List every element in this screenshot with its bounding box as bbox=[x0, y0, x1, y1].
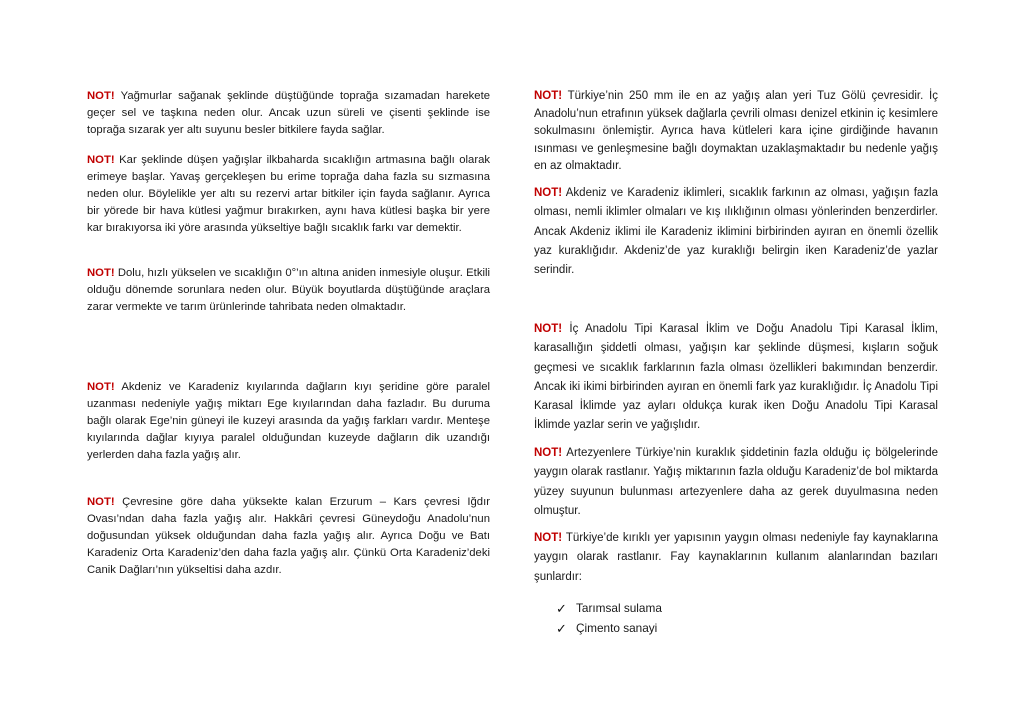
note-text: Türkiye’nin 250 mm ile en az yağış alan yeri Tuz Gölü çevresidir. İç Anadolu’nun etrafının yüksek dağlarla çevrili olması denizel etkinin iç kesimlere sokulmasını önlemiştir. Ayrıca hava kütleleri kara içine girdiğinde havanın ısınması ve genleşmesine bağlı doymaktan uzaklaşmaktadır bu nedenle yağış en az olmaktadır. bbox=[534, 90, 938, 172]
list-item bbox=[556, 619, 662, 639]
note-paragraph bbox=[534, 444, 938, 521]
note-text: Kar şeklinde düşen yağışlar ilkbaharda sıcaklığın artmasına bağlı olarak erimeye başlar. Yavaş gerçekleşen bu erime toprağa daha fazla su sızmasına neden olur. Böylelikle yer altı su rezervi artar bitkiler için fayda sağlanır. Ayrıca bir yörede bir hava kütlesi yağmur bırakırken, aynı hava kütlesi başka bir yere kar bırakıyorsa iki yöre arasında yükseltiye bağlı sıcaklık farkı var demektir. bbox=[87, 154, 491, 234]
note-paragraph bbox=[534, 184, 938, 280]
note-text: İç Anadolu Tipi Karasal İklim ve Doğu Anadolu Tipi Karasal İklim, karasallığın şiddetli olması, yağışın kar şeklinde düşmesi, kışların soğuk geçmesi ve sıcaklık farklarının fazla olması özellikleri bakımından benzerdir. Ancak iki ikimi birbirinden ayıran en önemli fark yaz kuraklığıdır. İç Anadolu Tipi Karasal İklimde yaz ayları oldukça kurak iken Doğu Anadolu Tipi Karasal İklimde yazlar serin ve yağışlıdır. bbox=[534, 323, 938, 432]
note-paragraph bbox=[87, 88, 490, 139]
checkmark-icon: ✓ bbox=[556, 601, 567, 616]
note-label: NOT! bbox=[534, 532, 563, 544]
note-label: NOT! bbox=[87, 496, 115, 508]
note-text: Akdeniz ve Karadeniz iklimleri, sıcaklık farkının az olması, yağışın fazla olması, nemli iklimler olmaları ve kış ılıklığının olması yönlerinden benzerdirler. Ancak Akdeniz iklimi ile Karadeniz iklimini birbirinden ayıran en önemli özellik yaz kuraklığıdır. Akdeniz’de yaz kuraklığı belirgin iken Karadeniz’de yazlar serindir. bbox=[534, 187, 938, 277]
note-label: NOT! bbox=[87, 154, 115, 166]
note-text: Türkiye’de kırıklı yer yapısının yaygın olması nedeniyle fay kaynaklarına yaygın olarak rastlanır. Fay kaynaklarının kullanım alanlarından bazıları şunlardır: bbox=[534, 532, 938, 583]
note-paragraph bbox=[87, 379, 490, 464]
note-text: Akdeniz ve Karadeniz kıyılarında dağların kıyı şeridine göre paralel uzanması nedeniyle yağış miktarı Ege kıyılarından daha fazladır. Bu duruma bağlı olarak Ege’nin güneyi ile kuzeyi arasında da yağış farkları vardır. Menteşe kıyılarında dağlar kıyıya paralel olduğundan kuzeyde dağların dik uzandığı yerlerden daha fazla yağış alır. bbox=[87, 381, 491, 461]
note-paragraph bbox=[87, 265, 490, 316]
list-item bbox=[556, 599, 662, 619]
note-paragraph bbox=[534, 529, 938, 587]
note-text: Dolu, hızlı yükselen ve sıcaklığın 0°’ın altına aniden inmesiyle oluşur. Etkili olduğu dönemde sorunlara neden olur. Büyük boyutlarda düştüğünde araçlara zarar vermekte ve tarım ürünlerinde tahribata neden olmaktadır. bbox=[87, 267, 490, 313]
list-item-label: Çimento sanayi bbox=[576, 620, 658, 635]
note-label: NOT! bbox=[87, 90, 115, 102]
note-text: Yağmurlar sağanak şeklinde düştüğünde toprağa sızamadan harekete geçer sel ve taşkına neden olur. Ancak uzun süreli ve çisenti şeklinde ise toprağa sızarak yer altı suyunu besler bitkilere fayda sağlar. bbox=[87, 90, 490, 136]
note-paragraph bbox=[534, 320, 938, 436]
checklist bbox=[556, 599, 662, 638]
note-text: Artezyenlere Türkiye’nin kuraklık şiddetinin fazla olduğu iç bölgelerinde yaygın olarak rastlanır. Yağış miktarının fazla olduğu Karadeniz’de bol miktarda yüzey suyunun bulunması artezyenlere daha az gerek duyulmasına neden olmuştur. bbox=[534, 447, 938, 517]
list-item-label: Tarımsal sulama bbox=[576, 601, 662, 615]
note-label: NOT! bbox=[534, 90, 563, 102]
note-label: NOT! bbox=[87, 267, 115, 279]
note-text: Çevresine göre daha yüksekte kalan Erzurum – Kars çevresi Iğdır Ovası’ndan daha fazla yağış alır. Hakkâri çevresi Güneydoğu Anadolu’nun doğusundan yüksek olduğundan daha fazla yağış alır. Ayrıca Doğu ve Batı Karadeniz Orta Karadeniz’den daha fazla yağış alır. Çünkü Orta Karadeniz’deki Canik Dağları’nın yükseltisi daha azdır. bbox=[87, 496, 490, 576]
note-label: NOT! bbox=[534, 323, 563, 335]
note-label: NOT! bbox=[534, 447, 563, 459]
note-label: NOT! bbox=[87, 381, 115, 393]
note-paragraph bbox=[534, 88, 938, 176]
note-paragraph bbox=[87, 494, 490, 579]
note-label: NOT! bbox=[534, 187, 563, 199]
checkmark-icon: ✓ bbox=[556, 620, 567, 636]
note-paragraph bbox=[87, 152, 490, 237]
